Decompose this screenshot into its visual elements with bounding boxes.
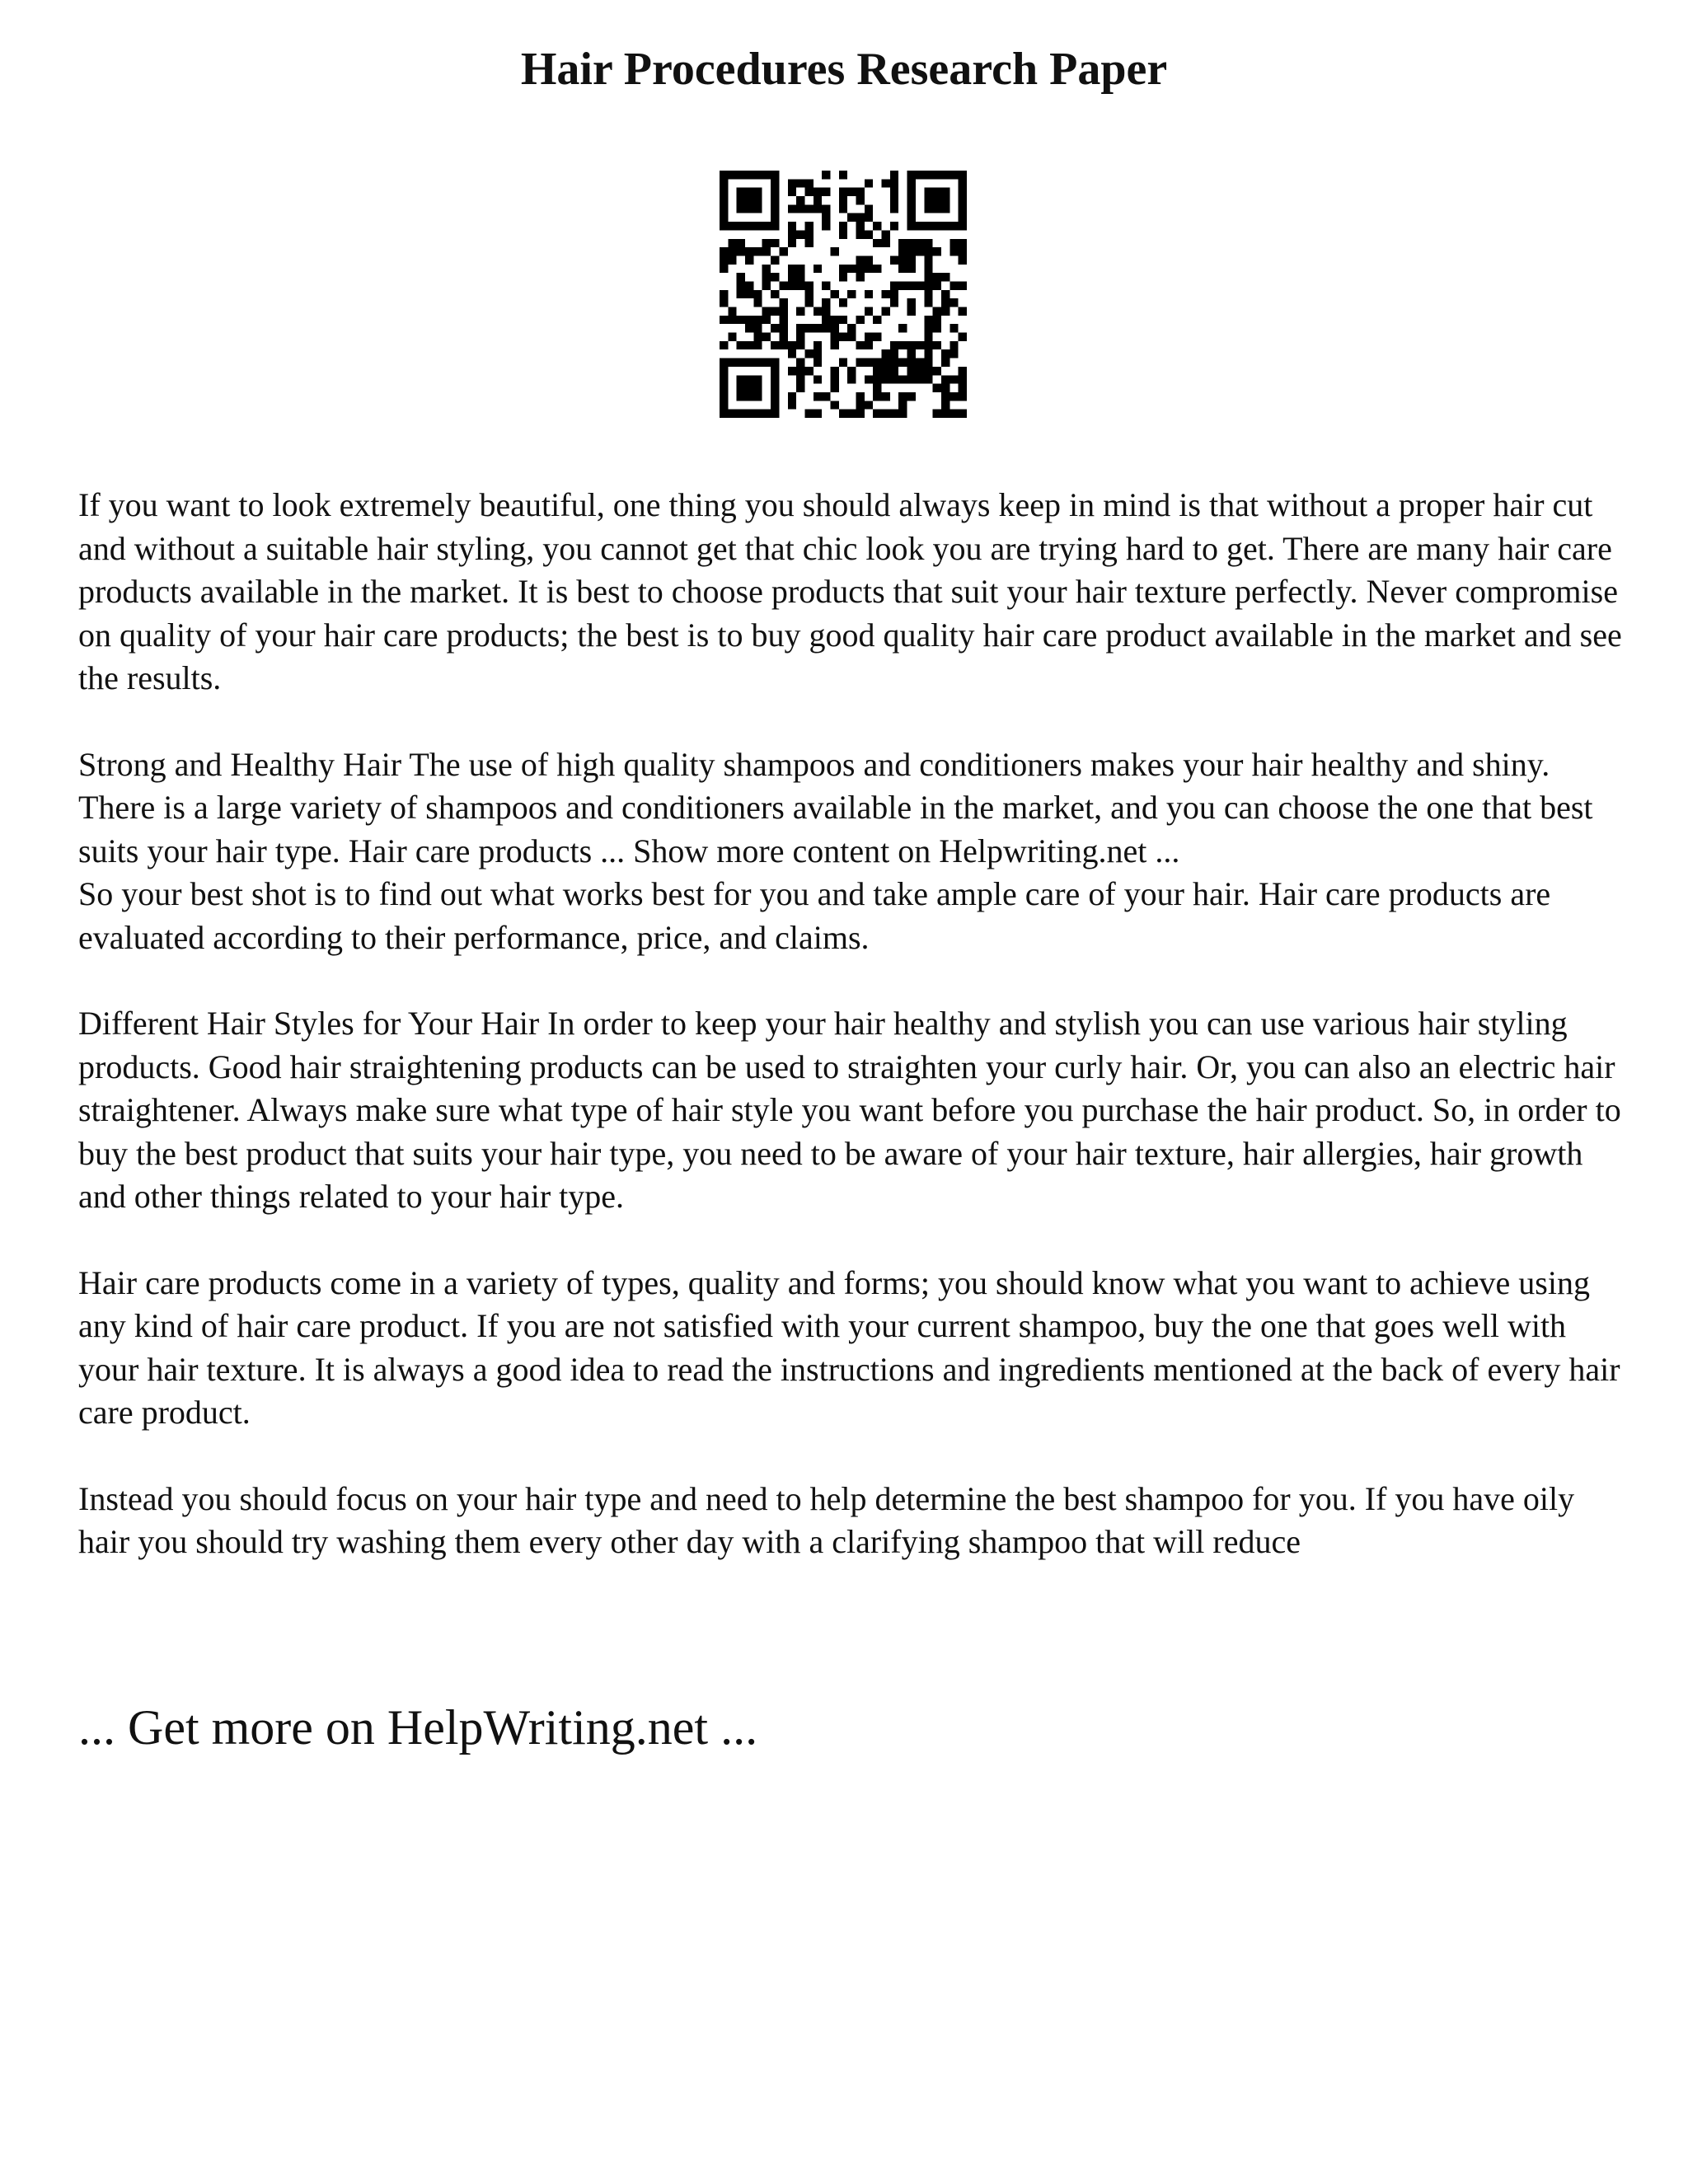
article-body xyxy=(78,484,1628,1564)
paragraph-3: So your best shot is to find out what works best for you and take ample care of your hair. Hair care products are evaluated according to their performance, price, and claims. xyxy=(78,875,1551,956)
paragraph-4: Different Hair Styles for Your Hair In order to keep your hair healthy and stylish you can use various hair styling products. Good hair straightening products can be used to straighten your curly hair. Or, you can also an electric hair straightener. Always make sure what type of hair style you want before you purchase the hair product. So, in order to buy the best product that suits your hair type, you need to be aware of your hair texture, hair allergies, hair growth and other things related to your hair type. xyxy=(78,1005,1621,1215)
page-title: Hair Procedures Research Paper xyxy=(520,44,1168,95)
qr-code-icon[interactable] xyxy=(720,171,967,418)
paragraph-2: Strong and Healthy Hair The use of high quality shampoos and conditioners makes your hair healthy and shiny. There is a large variety of shampoos and conditioners available in the market, and you can choose the one that best suits your hair type. Hair care products ... Show more content on Helpwriting.net ... xyxy=(78,745,1593,869)
paragraph-5: Hair care products come in a variety of types, quality and forms; you should know what you want to achieve using any kind of hair care product. If you are not satisfied with your current shampoo, buy the one that goes well with your hair texture. It is always a good idea to read the instructions and ingredients mentioned at the back of every hair care product. xyxy=(78,1263,1620,1431)
paragraph-6: Instead you should focus on your hair type and need to help determine the best shampoo for you. If you have oily hair you should try washing them every other day with a clarifying shampoo that will reduce xyxy=(78,1479,1575,1560)
qr-code-graphic xyxy=(720,171,967,418)
paragraph-1: If you want to look extremely beautiful, one thing you should always keep in mind is that without a proper hair cut and without a suitable hair styling, you cannot get that chic look you are trying hard to get. There are many hair care products available in the market. It is best to choose products that suit your hair texture perfectly. Never compromise on quality of your hair care products; the best is to buy good quality hair care product available in the market and see the results. xyxy=(78,486,1622,696)
get-more-link[interactable]: ... Get more on HelpWriting.net ... xyxy=(78,1700,758,1755)
